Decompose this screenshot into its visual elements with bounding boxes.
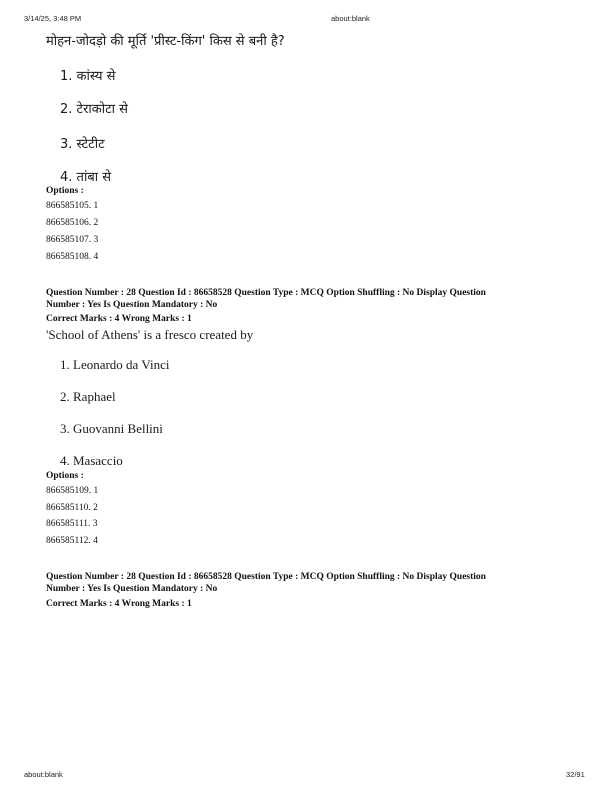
question-meta-line2: Number : Yes Is Question Mandatory : No bbox=[46, 584, 218, 594]
option-1: 1. Leonardo da Vinci bbox=[60, 357, 170, 372]
header-url: about:blank bbox=[331, 14, 370, 23]
option-id: 866585111. 3 bbox=[46, 519, 98, 529]
question-marks: Correct Marks : 4 Wrong Marks : 1 bbox=[46, 314, 192, 324]
option-3: 3. Guovanni Bellini bbox=[60, 421, 163, 436]
option-id: 866585109. 1 bbox=[46, 486, 99, 496]
question-meta-line1: Question Number : 28 Question Id : 86658528 Question Type : MCQ Option Shuffling : No Display Question bbox=[46, 572, 486, 582]
page-number: 32/91 bbox=[566, 770, 585, 779]
option-id: 866585112. 4 bbox=[46, 536, 98, 546]
footer-url: about:blank bbox=[24, 770, 63, 779]
question-text: मोहन-जोदड़ो की मूर्ति 'प्रीस्ट-किंग' किस से बनी है? bbox=[46, 34, 285, 49]
option-3: 3. स्टेटीट bbox=[60, 137, 105, 152]
question-meta bbox=[46, 287, 571, 311]
question-meta-line1: Question Number : 28 Question Id : 86658528 Question Type : MCQ Option Shuffling : No Display Question bbox=[46, 288, 486, 298]
option-4: 4. Masaccio bbox=[60, 453, 123, 468]
question-meta-line2: Number : Yes Is Question Mandatory : No bbox=[46, 300, 218, 310]
option-id: 866585106. 2 bbox=[46, 218, 99, 228]
question-meta bbox=[46, 571, 571, 595]
option-4: 4. तांबा से bbox=[60, 170, 112, 185]
option-id: 866585110. 2 bbox=[46, 503, 98, 513]
option-id: 866585107. 3 bbox=[46, 235, 99, 245]
question-marks: Correct Marks : 4 Wrong Marks : 1 bbox=[46, 599, 192, 609]
header-datetime: 3/14/25, 3:48 PM bbox=[24, 14, 82, 23]
option-2: 2. टेराकोटा से bbox=[60, 102, 128, 117]
options-label: Options : bbox=[46, 186, 84, 196]
option-2: 2. Raphael bbox=[60, 389, 116, 404]
option-id: 866585105. 1 bbox=[46, 201, 99, 211]
option-id: 866585108. 4 bbox=[46, 252, 99, 262]
option-1: 1. कांस्य से bbox=[60, 69, 116, 84]
question-text: 'School of Athens' is a fresco created by bbox=[46, 327, 254, 342]
options-label: Options : bbox=[46, 471, 84, 481]
